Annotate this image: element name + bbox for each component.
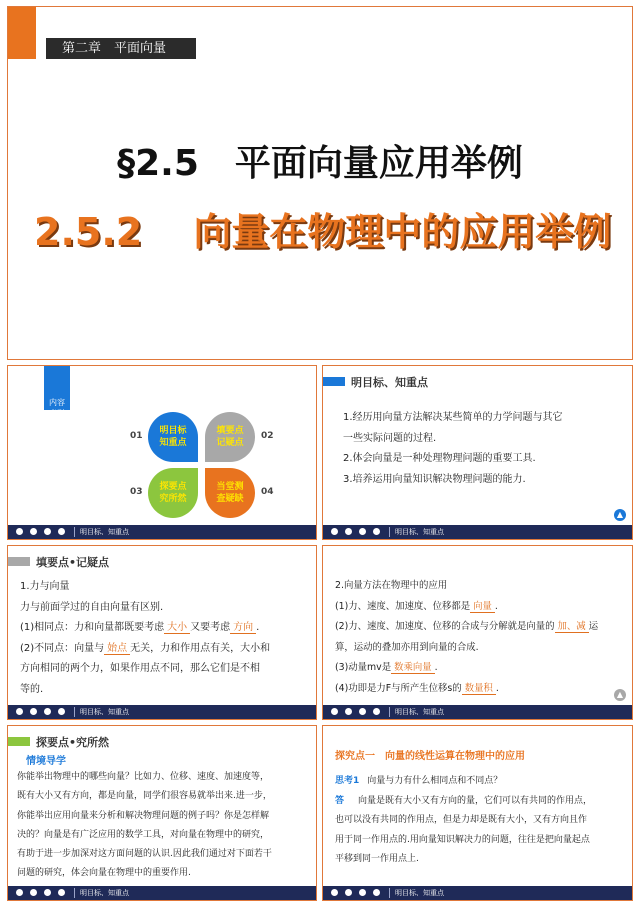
nav-dot[interactable] [58,708,65,715]
slide-footer [323,886,632,900]
text-line: 算，运动的叠加亦用到向量的合成. [335,641,479,653]
footer-nav-dots [16,889,65,896]
toc-tag-label: 内容 索引 [49,398,65,418]
footer-separator [74,707,75,717]
header-bar [8,557,30,566]
text-line: 平移到同一作用点上. [335,854,419,864]
toc-num-03: 03 [130,487,143,497]
text-line [20,639,270,660]
footer-nav-dots [16,528,65,535]
nav-dot[interactable] [373,528,380,535]
footer-label: 明目标、知重点 [80,889,129,897]
footer-label: 明目标、知重点 [80,528,129,536]
text-segment: 运 [588,621,599,632]
text-line: 1.力与向量 [20,581,70,592]
slide-footer [323,705,632,719]
points2-text [335,576,598,699]
inquiry-slide [322,725,633,901]
text-segment: . [494,600,498,612]
nav-dot[interactable] [30,528,37,535]
nav-dot[interactable] [30,708,37,715]
nav-dot[interactable] [58,528,65,535]
text-segment: (3)动量mv是 [335,662,392,673]
question-label: 思考1 [335,776,360,786]
slide-footer [323,525,632,539]
text-line: 等的. [20,683,44,695]
cover-slide [7,6,633,360]
footer-separator [389,888,390,898]
toc-slide [7,365,317,540]
toc-item-label: 探要点 究所然 [159,482,187,504]
goal-line: 1.经历用向量方法解决某些简单的力学问题与其它 [343,412,563,423]
answer-text: 向量是既有大小又有方向的量，它们可以有共同的作用点， [358,795,593,806]
text-segment: . [495,682,499,694]
text-line: 你能举出物理中的哪些向量？比如力、位移、速度、加速度等， [17,772,270,782]
scroll-up-icon[interactable]: ▲ [614,509,626,521]
text-line: 你能举出应用向量来分析和解决物理问题的例子吗？你是怎样解 [17,810,270,821]
nav-dot[interactable] [373,708,380,715]
text-segment: 无关，力和作用点有关，大小和 [130,642,271,654]
goal-line: 一些实际问题的过程. [343,432,437,444]
toc-item-02[interactable] [205,412,255,462]
fill-blank: 向量 [470,601,495,613]
header-bar [323,377,345,386]
explore-text [17,768,272,884]
fill-blank: 数乘向量 [391,662,435,674]
points-slide-2 [322,545,633,720]
footer-nav-dots [331,889,380,896]
fill-blank: 数量积 [462,683,496,695]
points1-text [20,577,270,700]
goals-slide [322,365,633,540]
explore-subtitle: 情境导学 [26,756,66,767]
explore-title: 探要点•究所然 [36,736,110,749]
slide-footer [8,525,316,539]
text-line: 力与前面学过的自由向量有区别. [20,601,164,613]
text-segment: (2)力、速度、加速度、位移的合成与分解就是向量的 [335,621,555,632]
text-line: 决的？向量是有广泛应用的数学工具，对向量在物理中的研究， [17,829,270,840]
nav-dot[interactable] [58,889,65,896]
text-line [335,597,598,618]
scroll-up-icon[interactable]: ▲ [614,689,626,701]
toc-item-label: 明目标 知重点 [159,426,187,448]
footer-separator [389,527,390,537]
footer-nav-dots [331,708,380,715]
fill-blank: 方向 [230,622,256,634]
text-line [335,617,598,638]
footer-nav-dots [331,528,380,535]
footer-separator [389,707,390,717]
text-line [20,618,270,639]
question-text: 向量与力有什么相同点和不同点？ [367,776,503,786]
text-line: 2.向量方法在物理中的应用 [335,580,448,591]
cover-title: §2.5 平面向量应用举例 [117,143,523,184]
nav-dot[interactable] [331,708,338,715]
nav-dot[interactable] [345,708,352,715]
text-segment: (1)力、速度、加速度、位移都是 [335,600,471,612]
chapter-badge: 第二章 平面向量 [46,38,196,59]
goals-text [343,408,563,490]
nav-dot[interactable] [359,528,366,535]
footer-label: 明目标、知重点 [395,528,444,536]
slide-footer [8,886,316,900]
goal-line: 3.培养运用向量知识解决物理问题的能力. [343,473,526,485]
points-title: 填要点•记疑点 [36,556,110,569]
text-segment: 又要考虑 [190,622,231,633]
text-line: 用于同一作用点的.用向量知识解决力的问题，往往是把向量起点 [335,834,590,845]
text-line: 问题的研究，体会向量在物理中的重要作用. [17,868,191,879]
nav-dot[interactable] [359,708,366,715]
answer-line [335,792,592,812]
toc-num-01: 01 [130,431,143,441]
inquiry-title: 探究点一 向量的线性运算在物理中的应用 [335,751,525,762]
nav-dot[interactable] [373,889,380,896]
toc-num-02: 02 [261,431,274,441]
text-line [335,679,598,700]
nav-dot[interactable] [345,889,352,896]
text-line: 有助于进一步加深对这方面问题的认识.因此我们通过对下面若干 [17,849,272,860]
text-line: 方向相同的两个力，如果作用点不同，那么它们是不相 [20,663,260,674]
slide-footer [8,705,316,719]
question-line [335,772,592,792]
toc-item-03[interactable] [148,468,198,518]
toc-item-label: 当堂测 查疑缺 [216,482,244,504]
nav-dot[interactable] [331,889,338,896]
fill-blank: 加、减 [555,621,589,633]
toc-item-01[interactable] [148,412,198,462]
nav-dot[interactable] [44,889,51,896]
points-slide-1 [7,545,317,720]
text-line: 既有大小又有方向，都是向量，同学们很容易就举出来.进一步， [17,791,272,802]
toc-item-04[interactable] [205,468,255,518]
text-segment: (1)相同点：力和向量都既要考虑 [20,622,165,633]
toc-tag [44,366,70,418]
nav-dot[interactable] [345,528,352,535]
toc-num-04: 04 [261,487,274,497]
footer-label: 明目标、知重点 [395,889,444,897]
text-segment: . [256,622,260,633]
text-segment: . [434,662,438,673]
nav-dot[interactable] [359,889,366,896]
footer-label: 明目标、知重点 [80,708,129,716]
nav-dot[interactable] [44,708,51,715]
nav-dot[interactable] [331,528,338,535]
nav-dot[interactable] [44,528,51,535]
text-segment: (2)不同点：向量与 [20,642,105,654]
toc-item-label: 填要点 记疑点 [216,426,244,448]
nav-dot[interactable] [16,708,23,715]
footer-separator [74,527,75,537]
goal-line: 2.体会向量是一种处理物理问题的重要工具. [343,453,536,464]
explore-slide [7,725,317,901]
text-segment: (4)功即是力F与所产生位移s的 [335,682,462,694]
footer-nav-dots [16,708,65,715]
footer-separator [74,888,75,898]
nav-dot[interactable] [30,889,37,896]
cover-orange-bar [8,7,36,59]
footer-label: 明目标、知重点 [395,708,444,716]
text-line: 也可以没有共同的作用点，但是力却是既有大小，又有方向且作 [335,815,588,825]
nav-dot[interactable] [16,889,23,896]
header-bar [8,737,30,746]
fill-blank: 始点 [104,643,130,655]
inquiry-text [335,772,592,870]
text-line [335,658,598,679]
answer-label: 答 [335,795,345,806]
nav-dot[interactable] [16,528,23,535]
fill-blank: 大小 [164,622,190,634]
goals-title: 明目标、知重点 [351,376,428,389]
cover-subtitle: 2.5.2 向量在物理中的应用举例 [34,210,612,254]
